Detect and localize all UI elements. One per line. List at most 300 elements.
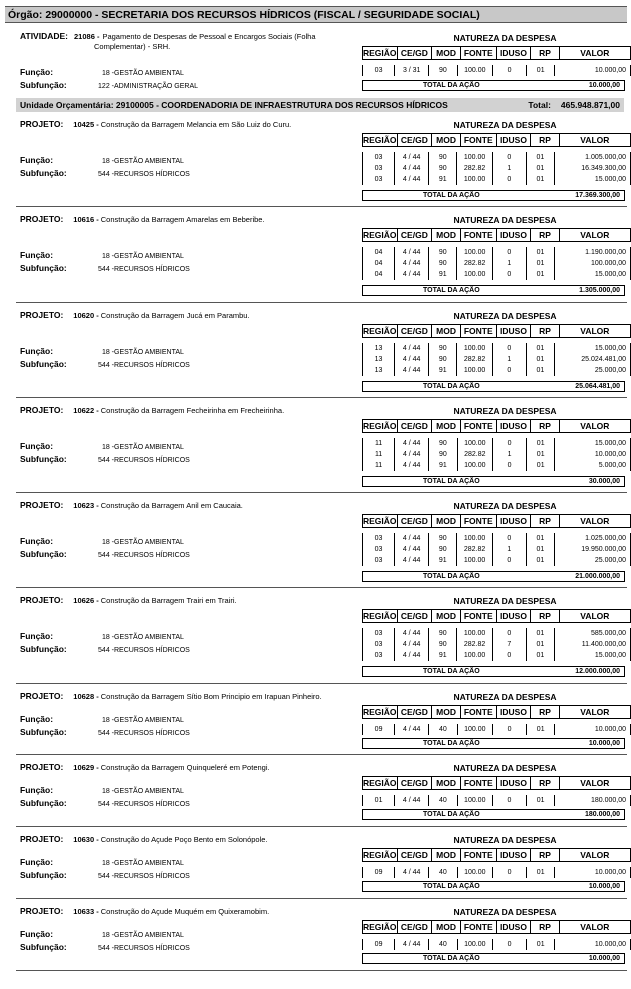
table-row — [363, 544, 631, 555]
field-code: 544 - — [98, 730, 114, 737]
table-cell: 10.000,00 — [555, 724, 631, 735]
data-rows — [362, 628, 631, 661]
field-code: 18 - — [101, 539, 114, 546]
column-header-mod: MOD — [432, 325, 461, 338]
project-code: 10616 - — [73, 215, 99, 224]
table-cell: 16.349.300,00 — [554, 163, 630, 174]
project-line — [20, 214, 265, 224]
table-cell: 4 / 44 — [395, 533, 429, 544]
field-value: GESTÃO AMBIENTAL — [114, 539, 184, 546]
field-value: GESTÃO AMBIENTAL — [114, 860, 184, 867]
table-row — [363, 639, 631, 650]
table-cell: 01 — [526, 269, 554, 280]
field-label: Subfunção: — [20, 80, 67, 90]
total-acao — [362, 80, 625, 91]
data-rows — [362, 939, 631, 950]
project-label: PROJETO: — [20, 691, 64, 701]
subfuncao-line — [20, 168, 190, 178]
column-header-fonte: FONTE — [460, 134, 496, 147]
field-value: GESTÃO AMBIENTAL — [114, 932, 184, 939]
field-label: Função: — [20, 250, 54, 260]
field-label: Subfunção: — [20, 727, 67, 737]
data-rows — [362, 152, 631, 185]
table-cell: 282.82 — [457, 163, 492, 174]
atividade-desc: Pagamento de Despesas de Pessoal e Encargos Sociais (Folha — [102, 32, 316, 41]
natureza-label: NATUREZA DA DESPESA — [453, 907, 557, 917]
unidade-title: Unidade Orçamentária: 29100005 - COORDENADORIA DE INFRAESTRUTURA DOS RECURSOS HÍDRICOS — [20, 100, 448, 110]
table-cell: 0 — [493, 724, 527, 735]
field-code: 18 - — [101, 444, 114, 451]
field-label: Função: — [20, 441, 54, 451]
total-acao-label: TOTAL DA AÇÃO — [423, 811, 480, 818]
table-cell: 19.950.000,00 — [554, 544, 630, 555]
field-code: 544 - — [98, 362, 114, 369]
field-value: RECURSOS HÍDRICOS — [114, 362, 190, 369]
total-acao-value: 12.000.000,00 — [575, 668, 620, 675]
table-cell: 1.025.000,00 — [554, 533, 630, 544]
unidade-total-label: Total: — [528, 100, 551, 110]
table-cell: 04 — [363, 247, 395, 258]
table-row — [363, 939, 631, 950]
table-cell: 25.000,00 — [554, 365, 630, 376]
table-cell: 100.00 — [457, 65, 493, 76]
table-cell: 25.024.481,00 — [554, 354, 630, 365]
table-cell: 03 — [363, 65, 395, 76]
field-label: Subfunção: — [20, 644, 67, 654]
funcao-line — [20, 929, 184, 939]
total-acao-label: TOTAL DA AÇÃO — [423, 383, 480, 390]
table-cell: 11 — [363, 460, 395, 471]
field-code: 544 - — [98, 945, 114, 952]
table-cell: 40 — [429, 867, 457, 878]
field-label: Função: — [20, 67, 54, 77]
subfuncao-line — [20, 942, 190, 952]
field-code: 18 - — [101, 788, 114, 795]
column-header-regio: REGIÃO — [363, 230, 397, 240]
table-cell: 0 — [492, 152, 526, 163]
table-cell: 180.000,00 — [555, 795, 631, 806]
field-code: 122 - — [98, 83, 114, 90]
project-desc: Construção da Barragem Fecheirinha em Frecheirinha. — [100, 406, 285, 415]
column-header-row — [362, 133, 631, 147]
table-cell: 282.82 — [457, 639, 492, 650]
field-code: 18 - — [101, 860, 114, 867]
atividade-desc-cont: Complementar) - SRH. — [94, 42, 171, 51]
table-cell: 282.82 — [457, 258, 493, 269]
column-header-fonte: FONTE — [460, 47, 496, 60]
table-cell: 4 / 44 — [395, 795, 429, 806]
table-row — [363, 163, 631, 174]
column-header-row — [362, 705, 631, 719]
subfuncao-line — [20, 80, 198, 90]
table-cell: 100.00 — [457, 555, 492, 566]
table-row — [363, 365, 631, 376]
table-cell: 90 — [429, 354, 457, 365]
subfuncao-line — [20, 359, 190, 369]
total-acao — [362, 190, 625, 201]
project-code: 10425 - — [73, 120, 99, 129]
table-cell: 01 — [527, 724, 555, 735]
table-cell: 11.400.000,00 — [554, 639, 630, 650]
column-header-fonte: FONTE — [460, 921, 496, 934]
table-row — [363, 247, 631, 258]
funcao-line — [20, 155, 184, 165]
field-code: 18 - — [101, 253, 114, 260]
table-cell: 03 — [363, 639, 395, 650]
table-cell: 0 — [492, 247, 526, 258]
data-rows — [362, 533, 631, 566]
table-cell: 282.82 — [457, 354, 492, 365]
column-header-rp: RP — [531, 515, 559, 528]
table-cell: 15.000,00 — [554, 650, 630, 661]
subfuncao-line — [20, 727, 190, 737]
natureza-label: NATUREZA DA DESPESA — [453, 596, 557, 606]
column-header-cegd: CE/GD — [397, 706, 432, 719]
table-cell: 4 / 44 — [395, 628, 429, 639]
column-header-row — [362, 46, 631, 60]
table-cell: 15.000,00 — [555, 269, 631, 280]
atividade-line — [20, 31, 316, 41]
table-cell: 585.000,00 — [554, 628, 630, 639]
column-header-rp: RP — [531, 134, 559, 147]
table-cell: 0 — [492, 533, 526, 544]
column-header-cegd: CE/GD — [397, 420, 432, 433]
project-separator — [16, 206, 627, 207]
table-cell: 100.00 — [457, 533, 492, 544]
field-code: 18 - — [101, 634, 114, 641]
table-cell: 0 — [493, 460, 527, 471]
table-cell: 100.00 — [457, 247, 493, 258]
column-header-valor: VALOR — [559, 229, 630, 242]
table-cell: 13 — [363, 365, 395, 376]
column-header-mod: MOD — [432, 777, 461, 790]
field-label: Subfunção: — [20, 549, 67, 559]
column-header-valor: VALOR — [559, 515, 630, 528]
project-code: 10630 - — [73, 835, 99, 844]
column-header-regio: REGIÃO — [363, 707, 397, 717]
column-header-iduso: IDUSO — [496, 420, 531, 433]
table-row — [363, 174, 631, 185]
field-value: RECURSOS HÍDRICOS — [114, 552, 190, 559]
table-cell: 13 — [363, 343, 395, 354]
table-cell: 1 — [492, 354, 526, 365]
unidade-total-value: 465.948.871,00 — [560, 100, 620, 110]
table-cell: 01 — [526, 354, 554, 365]
table-cell: 91 — [429, 650, 457, 661]
table-cell: 01 — [526, 343, 554, 354]
column-header-fonte: FONTE — [460, 515, 496, 528]
table-cell: 01 — [526, 163, 554, 174]
field-value: RECURSOS HÍDRICOS — [114, 171, 190, 178]
total-acao-label: TOTAL DA AÇÃO — [423, 573, 480, 580]
column-header-cegd: CE/GD — [397, 229, 432, 242]
table-cell: 09 — [363, 867, 395, 878]
table-cell: 1 — [492, 163, 526, 174]
table-cell: 04 — [363, 258, 395, 269]
natureza-label: NATUREZA DA DESPESA — [453, 692, 557, 702]
column-header-valor: VALOR — [559, 134, 630, 147]
table-cell: 03 — [363, 533, 395, 544]
data-rows — [362, 438, 631, 471]
total-acao — [362, 953, 625, 964]
column-header-rp: RP — [531, 47, 559, 60]
project-label: PROJETO: — [20, 762, 64, 772]
table-cell: 01 — [527, 460, 555, 471]
funcao-line — [20, 785, 184, 795]
project-separator — [16, 754, 627, 755]
natureza-label: NATUREZA DA DESPESA — [453, 33, 557, 43]
column-header-fonte: FONTE — [460, 777, 496, 790]
table-cell: 4 / 44 — [395, 438, 429, 449]
column-header-valor: VALOR — [559, 777, 630, 790]
project-desc: Construção da Barragem Quinqueleré em Potengi. — [100, 763, 270, 772]
column-header-rp: RP — [531, 777, 559, 790]
table-cell: 09 — [363, 724, 395, 735]
data-rows — [362, 724, 631, 735]
table-cell: 90 — [429, 163, 457, 174]
field-label: Função: — [20, 857, 54, 867]
table-cell: 90 — [429, 628, 457, 639]
table-cell: 91 — [429, 174, 457, 185]
table-cell: 100.00 — [457, 365, 492, 376]
subfuncao-line — [20, 454, 190, 464]
field-label: Subfunção: — [20, 454, 67, 464]
total-acao-label: TOTAL DA AÇÃO — [423, 287, 480, 294]
table-cell: 1 — [492, 544, 526, 555]
field-label: Função: — [20, 785, 54, 795]
table-row — [363, 650, 631, 661]
field-label: Função: — [20, 536, 54, 546]
column-header-row — [362, 920, 631, 934]
table-row — [363, 438, 631, 449]
table-cell: 1 — [492, 258, 526, 269]
table-cell: 91 — [429, 269, 457, 280]
data-rows — [362, 247, 631, 280]
table-row — [363, 258, 631, 269]
field-value: RECURSOS HÍDRICOS — [114, 801, 190, 808]
table-cell: 01 — [526, 533, 554, 544]
column-header-rp: RP — [531, 849, 559, 862]
table-cell: 100.00 — [457, 438, 493, 449]
column-header-mod: MOD — [432, 706, 461, 719]
column-header-regio: REGIÃO — [363, 516, 397, 526]
table-row — [363, 269, 631, 280]
column-header-valor: VALOR — [559, 420, 630, 433]
table-row — [363, 867, 631, 878]
column-header-fonte: FONTE — [460, 706, 496, 719]
unidade-total — [518, 98, 620, 112]
column-header-cegd: CE/GD — [397, 849, 432, 862]
project-line — [20, 834, 268, 844]
table-cell: 100.00 — [457, 724, 493, 735]
table-cell: 282.82 — [457, 544, 492, 555]
total-acao-value: 1.305.000,00 — [579, 287, 620, 294]
field-code: 18 - — [101, 158, 114, 165]
natureza-label: NATUREZA DA DESPESA — [453, 311, 557, 321]
table-cell: 01 — [527, 867, 555, 878]
subfuncao-line — [20, 549, 190, 559]
table-cell: 100.00 — [457, 152, 492, 163]
field-code: 544 - — [98, 647, 114, 654]
table-cell: 0 — [492, 650, 526, 661]
field-label: Função: — [20, 714, 54, 724]
table-row — [363, 628, 631, 639]
table-row — [363, 724, 631, 735]
field-code: 18 - — [101, 717, 114, 724]
table-cell: 10.000,00 — [555, 867, 631, 878]
project-desc: Construção da Barragem Jucá em Parambu. — [100, 311, 250, 320]
column-header-fonte: FONTE — [460, 420, 496, 433]
table-cell: 0 — [493, 795, 527, 806]
column-header-iduso: IDUSO — [496, 515, 531, 528]
table-cell: 3 / 31 — [395, 65, 429, 76]
table-cell: 03 — [363, 152, 395, 163]
subfuncao-line — [20, 798, 190, 808]
total-acao-label: TOTAL DA AÇÃO — [423, 955, 480, 962]
field-value: RECURSOS HÍDRICOS — [114, 647, 190, 654]
field-value: GESTÃO AMBIENTAL — [114, 253, 184, 260]
project-code: 10623 - — [73, 501, 99, 510]
table-row — [363, 795, 631, 806]
subfuncao-line — [20, 870, 190, 880]
table-cell: 100.00 — [457, 628, 492, 639]
field-code: 544 - — [98, 801, 114, 808]
table-cell: 4 / 44 — [395, 449, 429, 460]
project-code: 10633 - — [73, 907, 99, 916]
column-header-valor: VALOR — [559, 47, 630, 60]
table-row — [363, 65, 631, 76]
funcao-line — [20, 346, 184, 356]
column-header-iduso: IDUSO — [496, 325, 531, 338]
project-label: PROJETO: — [20, 500, 64, 510]
natureza-label: NATUREZA DA DESPESA — [453, 215, 557, 225]
natureza-label: NATUREZA DA DESPESA — [453, 406, 557, 416]
table-cell: 4 / 44 — [395, 343, 429, 354]
field-label: Subfunção: — [20, 942, 67, 952]
total-acao — [362, 666, 625, 677]
unidade-header — [16, 98, 624, 112]
table-cell: 4 / 44 — [395, 544, 429, 555]
column-header-cegd: CE/GD — [397, 610, 432, 623]
column-header-fonte: FONTE — [460, 849, 496, 862]
table-cell: 03 — [363, 650, 395, 661]
project-code: 10629 - — [73, 763, 99, 772]
table-cell: 4 / 44 — [395, 269, 429, 280]
table-cell: 100.00 — [457, 650, 492, 661]
column-header-mod: MOD — [432, 420, 461, 433]
table-cell: 4 / 44 — [395, 639, 429, 650]
total-acao — [362, 881, 625, 892]
table-cell: 15.000,00 — [554, 343, 630, 354]
total-acao-label: TOTAL DA AÇÃO — [423, 668, 480, 675]
table-cell: 01 — [527, 438, 555, 449]
project-desc: Construção da Barragem Anil em Caucaia. — [100, 501, 243, 510]
table-cell: 91 — [429, 460, 457, 471]
column-header-row — [362, 228, 631, 242]
table-cell: 4 / 44 — [395, 867, 429, 878]
table-cell: 15.000,00 — [555, 438, 631, 449]
column-header-cegd: CE/GD — [397, 777, 432, 790]
column-header-cegd: CE/GD — [397, 47, 432, 60]
table-cell: 01 — [526, 365, 554, 376]
project-separator — [16, 302, 627, 303]
table-cell: 01 — [527, 65, 555, 76]
project-label: PROJETO: — [20, 310, 64, 320]
table-cell: 01 — [526, 639, 554, 650]
total-acao — [362, 381, 625, 392]
table-cell: 01 — [526, 795, 554, 806]
table-cell: 01 — [526, 555, 554, 566]
project-separator — [16, 397, 627, 398]
field-value: GESTÃO AMBIENTAL — [114, 70, 184, 77]
column-header-regio: REGIÃO — [363, 778, 397, 788]
column-header-valor: VALOR — [559, 325, 630, 338]
column-header-iduso: IDUSO — [496, 849, 531, 862]
column-header-row — [362, 324, 631, 338]
project-line — [20, 906, 269, 916]
column-header-cegd: CE/GD — [397, 325, 432, 338]
field-value: RECURSOS HÍDRICOS — [114, 457, 190, 464]
field-value: RECURSOS HÍDRICOS — [114, 873, 190, 880]
column-header-cegd: CE/GD — [397, 515, 432, 528]
project-line — [20, 595, 237, 605]
table-cell: 01 — [526, 258, 554, 269]
table-cell: 1.190.000,00 — [555, 247, 631, 258]
project-code: 10622 - — [73, 406, 99, 415]
column-header-regio: REGIÃO — [363, 48, 397, 58]
project-code: 10620 - — [73, 311, 99, 320]
column-header-iduso: IDUSO — [496, 229, 531, 242]
table-cell: 03 — [363, 628, 395, 639]
table-row — [363, 555, 631, 566]
table-cell: 91 — [429, 555, 457, 566]
project-line — [20, 762, 270, 772]
column-header-row — [362, 609, 631, 623]
project-label: PROJETO: — [20, 906, 64, 916]
total-acao-label: TOTAL DA AÇÃO — [423, 82, 480, 89]
column-header-rp: RP — [531, 420, 559, 433]
total-acao-value: 10.000,00 — [588, 955, 620, 962]
table-cell: 90 — [429, 152, 457, 163]
table-row — [363, 533, 631, 544]
atividade-label: ATIVIDADE: — [20, 31, 69, 41]
table-cell: 100.00 — [457, 867, 493, 878]
column-header-rp: RP — [531, 229, 559, 242]
table-cell: 4 / 44 — [395, 365, 429, 376]
natureza-label: NATUREZA DA DESPESA — [453, 501, 557, 511]
table-cell: 0 — [493, 939, 527, 950]
table-cell: 09 — [363, 939, 395, 950]
table-cell: 03 — [363, 174, 395, 185]
project-label: PROJETO: — [20, 405, 64, 415]
project-desc: Construção do Açude Muquém em Quixeramobim. — [100, 907, 270, 916]
table-cell: 100.00 — [457, 939, 493, 950]
column-header-valor: VALOR — [559, 849, 630, 862]
column-header-rp: RP — [531, 610, 559, 623]
column-header-regio: REGIÃO — [363, 421, 397, 431]
subfuncao-line — [20, 263, 190, 273]
funcao-line — [20, 441, 184, 451]
total-acao-label: TOTAL DA AÇÃO — [423, 192, 480, 199]
field-code: 544 - — [98, 552, 114, 559]
table-cell: 90 — [429, 533, 457, 544]
table-cell: 01 — [527, 939, 555, 950]
table-cell: 15.000,00 — [554, 174, 630, 185]
table-cell: 0 — [493, 867, 527, 878]
table-cell: 7 — [492, 639, 526, 650]
project-desc: Construção da Barragem Sítio Bom Principio em Irapuan Pinheiro. — [100, 692, 322, 701]
column-header-row — [362, 514, 631, 528]
